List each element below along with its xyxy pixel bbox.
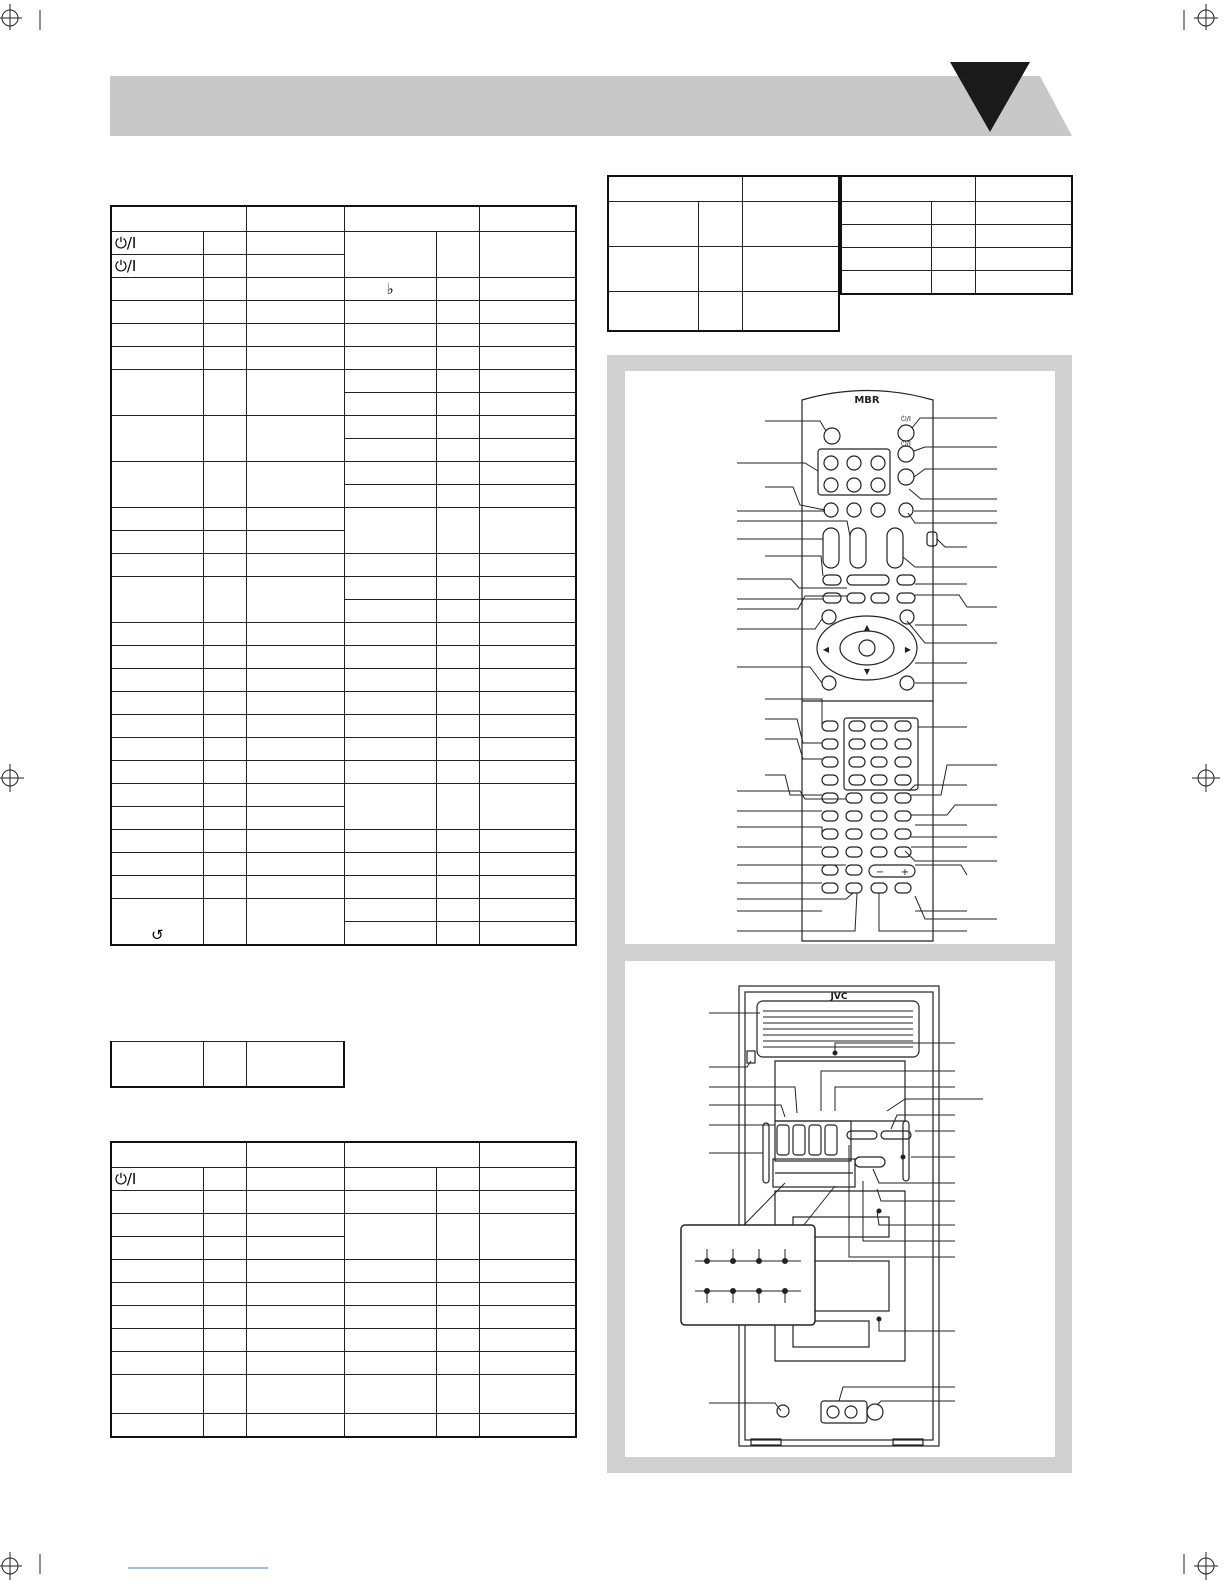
reg-mark-top-right <box>1194 4 1218 30</box>
remote-leader-lines-left <box>737 421 857 931</box>
unit-leader-lines-left <box>709 1013 797 1411</box>
reg-mark-mid-left <box>0 764 24 792</box>
main-unit-illustration <box>625 961 1055 1457</box>
reg-mark-bottom-left <box>0 1552 22 1580</box>
row-standby-1: ⏻/I <box>111 232 203 255</box>
row-replay-symbol: ↺ <box>111 899 203 946</box>
standby-label-top: ⏻/I <box>901 415 911 423</box>
numeric-keypad <box>849 721 911 785</box>
arrow-left-icon: ◀ <box>822 645 830 654</box>
phones-jack <box>777 1405 789 1417</box>
unit-body <box>739 986 939 1446</box>
remote-button <box>824 428 840 444</box>
unit-leader-lines-right <box>821 1043 983 1405</box>
vol-minus-icon: − <box>875 867 885 878</box>
source-buttons <box>777 1125 837 1155</box>
reg-mark-mid-right <box>1192 764 1220 792</box>
unit-row-standby: ⏻/I <box>111 1168 203 1191</box>
vol-plus-icon: + <box>900 867 910 878</box>
reg-mark-top-left <box>0 4 22 30</box>
row-flat-symbol: ♭ <box>344 278 436 301</box>
unit-logo: JVC <box>830 992 848 1002</box>
standby-button <box>898 425 914 441</box>
small-table-right <box>840 175 1073 295</box>
remote-control-illustration <box>625 371 1055 944</box>
arrow-down-icon: ▼ <box>863 667 871 676</box>
enter-button <box>859 640 875 656</box>
small-table-left <box>607 175 840 332</box>
remote-logo: MBR <box>854 395 880 406</box>
standby-label-second: ⏻/I <box>901 440 911 448</box>
arrow-up-icon: ▲ <box>863 623 871 632</box>
arrow-right-icon: ▶ <box>904 645 912 654</box>
row-standby-2: ⏻/I <box>111 255 203 278</box>
zoom-callout <box>681 1183 835 1325</box>
header-band <box>110 62 1072 138</box>
remote-parts-table-tail <box>110 1041 345 1088</box>
remote-parts-table <box>110 205 577 946</box>
unit-parts-table <box>110 1141 577 1438</box>
remote-leader-lines-right <box>879 418 997 931</box>
reg-mark-bottom-right <box>1194 1552 1218 1580</box>
